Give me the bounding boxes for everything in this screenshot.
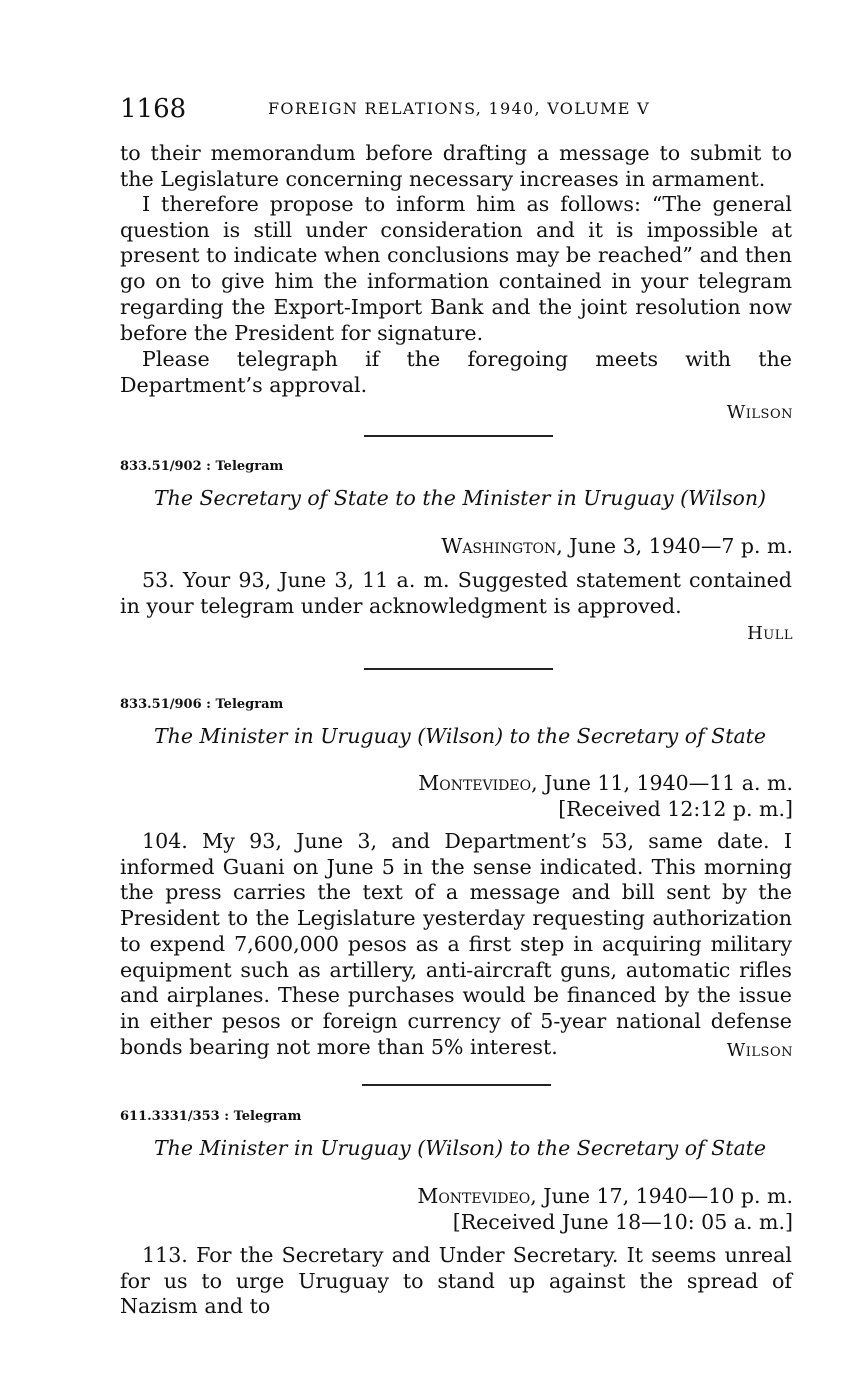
dateline-place: Washington [441, 534, 557, 558]
section-divider [364, 668, 553, 670]
body-paragraph: Please telegraph if the foregoing meets with the Department’s approval. [120, 347, 792, 397]
page-number: 1168 [120, 94, 187, 124]
dateline [418, 770, 793, 796]
file-reference: 833.51/906 : Telegram [120, 697, 284, 712]
dateline [417, 1183, 793, 1209]
page-header [120, 92, 800, 126]
received-line: [Received 12:12 p. m.] [558, 797, 793, 821]
document-title: The Minister in Uruguay (Wilson) to the Secretary of State [153, 1136, 767, 1160]
section-divider [362, 1084, 551, 1086]
document-title: The Minister in Uruguay (Wilson) to the Secretary of State [153, 724, 767, 748]
section-divider [364, 435, 553, 437]
dateline [441, 533, 793, 559]
dateline-date: , June 11, 1940—11 a. m. [531, 771, 793, 795]
dateline-place: Montevideo [417, 1184, 531, 1208]
telegram-body: 53. Your 93, June 3, 11 a. m. Suggested statement contained in your telegram under acknowledgment is approved. [120, 568, 792, 618]
signature: Hull [747, 623, 793, 644]
signature: Wilson [726, 402, 793, 423]
telegram-body: 104. My 93, June 3, and Department’s 53, same date. I informed Guani on June 5 in the sense indicated. This morning the press carries the text of a message and bill sent by the President to the Legislature yesterday requesting authorization to expend 7,600,000 pesos as a first step in acquiring military equipment such as artillery, anti-aircraft guns, automatic rifles and airplanes. These purchases would be financed by the issue in either pesos or foreign currency of 5-year national defense bonds bearing not more than 5% interest. [120, 829, 792, 1059]
signature: Wilson [726, 1040, 793, 1061]
dateline-date: , June 17, 1940—10 p. m. [530, 1184, 793, 1208]
dateline-date: , June 3, 1940—7 p. m. [556, 534, 793, 558]
continuation-paragraph: to their memorandum before drafting a message to submit to the Legislature concerning necessary increases in armament. [120, 141, 792, 191]
dateline-place: Montevideo [418, 771, 532, 795]
running-title: FOREIGN RELATIONS, 1940, VOLUME V [268, 99, 650, 118]
file-reference: 611.3331/353 : Telegram [120, 1109, 302, 1124]
document-title: The Secretary of State to the Minister in Uruguay (Wilson) [153, 486, 767, 510]
telegram-body: 113. For the Secretary and Under Secretary. It seems unreal for us to urge Uruguay to stand up against the spread of Nazism and to [120, 1243, 792, 1319]
body-paragraph: I therefore propose to inform him as follows: “The general question is still under consideration and it is impossible at present to indicate when conclusions may be reached” and then go on to give him the information contained in your telegram regarding the Export-Import Bank and the joint resolution now before the President for signature. [120, 192, 792, 345]
received-line: [Received June 18—10: 05 a. m.] [452, 1210, 793, 1234]
file-reference: 833.51/902 : Telegram [120, 459, 284, 474]
